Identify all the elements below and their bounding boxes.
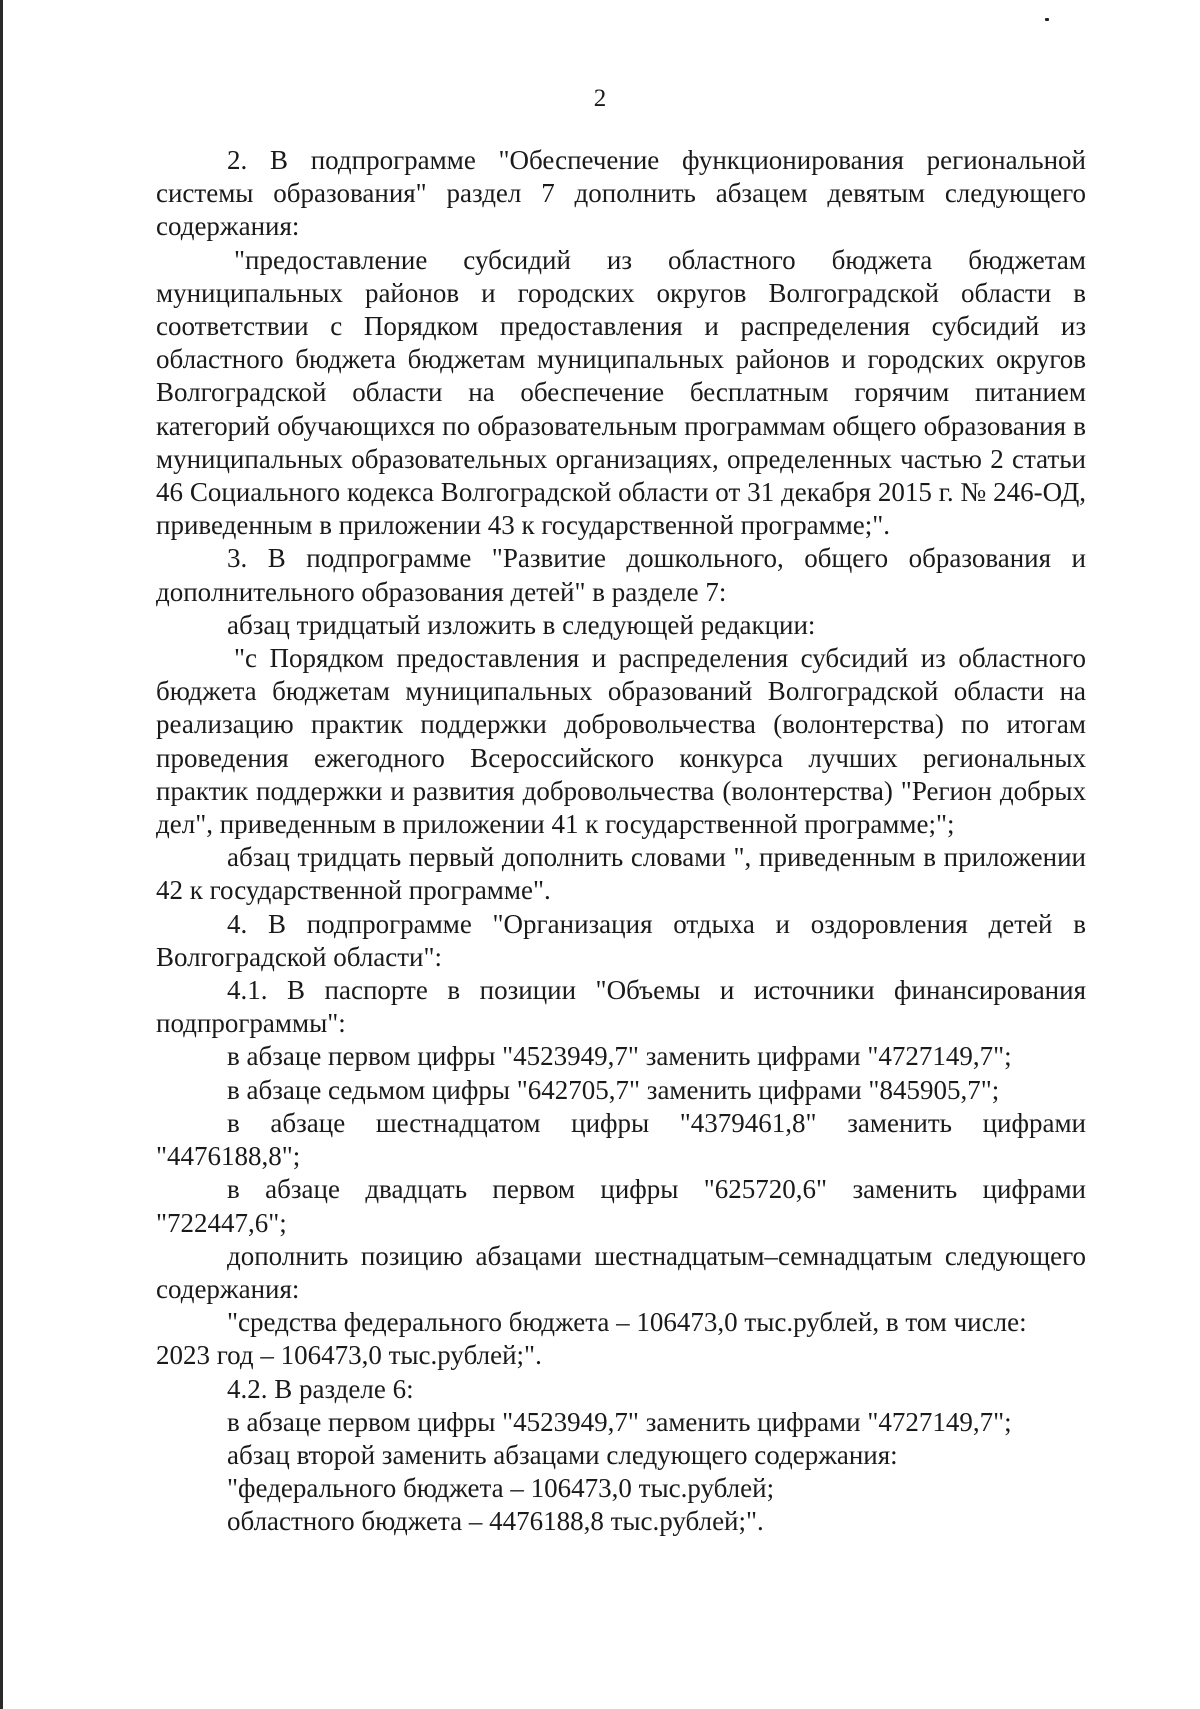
- amendment-add-lines: дополнить позицию абзацами шестнадцатым–семнадцатым следующего содержания:: [156, 1240, 1086, 1304]
- amendment-line-1: в абзаце первом цифры "4523949,7" заменить цифрами "4727149,7";: [227, 1041, 1012, 1072]
- amendment-line-7: в абзаце седьмом цифры "642705,7" заменить цифрами "845905,7";: [227, 1074, 1000, 1105]
- amendment-line-16: в абзаце шестнадцатом цифры "4379461,8" заменить цифрами "4476188,8";: [156, 1107, 1086, 1172]
- scan-edge: [0, 0, 3, 1709]
- paragraph-4-2: 4.2. В разделе 6:: [227, 1373, 414, 1404]
- page-number: 2: [593, 85, 607, 112]
- section6-line-2: абзац второй заменить абзацами следующего содержания:: [227, 1439, 898, 1470]
- paragraph-3-line-30: абзац тридцатый изложить в следующей редакции:: [227, 609, 816, 640]
- quoted-paragraph-subsidies-meals: "предоставление субсидий из областного бюджета бюджетам муниципальных районов и городских округов Волгоградской области в соответствии с Порядком предоставления и распределения субсидий из областного бюджета бюджетам муниципальных районов и городских округов Волгоградской области на обеспечение бесплатным горячим питанием категорий обучающихся по образовательным программам общего образования в муниципальных образовательных организациях, определенных частью 2 статьи 46 Социального кодекса Волгоградской области от 31 декабря 2015 г. № 246-ОД, приведенным в приложении 43 к государственной программе;".: [156, 244, 1086, 541]
- paragraph-3-line-31: абзац тридцать первый дополнить словами ", приведенным в приложении 42 к государственной программе".: [156, 842, 1086, 906]
- quoted-federal-budget: "средства федерального бюджета – 106473,0 тыс.рублей, в том числе:: [227, 1307, 1027, 1338]
- quoted-paragraph-volunteering: "с Порядком предоставления и распределения субсидий из областного бюджета бюджетам муниципальных образований Волгоградской области на реализацию практик поддержки добровольчества (волонтерства) по итогам проведения ежегодного Всероссийского конкурса лучших региональных практик поддержки и развития добровольчества (волонтерства) "Регион добрых дел", приведенным в приложении 41 к государственной программе;";: [156, 643, 1086, 840]
- paragraph-4-1: 4.1. В паспорте в позиции "Объемы и источники финансирования подпрограммы":: [156, 975, 1086, 1039]
- paragraph-2: 2. В подпрограмме "Обеспечение функционирования региональной системы образования" раздел 7 дополнить абзацем девятым следующего содержания:: [156, 145, 1086, 242]
- quoted-regional-budget-total: областного бюджета – 4476188,8 тыс.рублей;".: [227, 1506, 764, 1537]
- paragraph-4: 4. В подпрограмме "Организация отдыха и оздоровления детей в Волгоградской области":: [156, 908, 1086, 972]
- paragraph-3: 3. В подпрограмме "Развитие дошкольного, общего образования и дополнительного образования детей" в разделе 7:: [156, 543, 1086, 607]
- quoted-federal-budget-2023: 2023 год – 106473,0 тыс.рублей;".: [156, 1340, 542, 1371]
- scan-speck: [1045, 18, 1049, 21]
- section6-line-1: в абзаце первом цифры "4523949,7" заменить цифрами "4727149,7";: [227, 1406, 1012, 1437]
- document-body: [156, 144, 1086, 1539]
- quoted-federal-budget-total: "федерального бюджета – 106473,0 тыс.рублей;: [227, 1473, 775, 1504]
- amendment-line-21: в абзаце двадцать первом цифры "625720,6" заменить цифрами "722447,6";: [156, 1174, 1086, 1238]
